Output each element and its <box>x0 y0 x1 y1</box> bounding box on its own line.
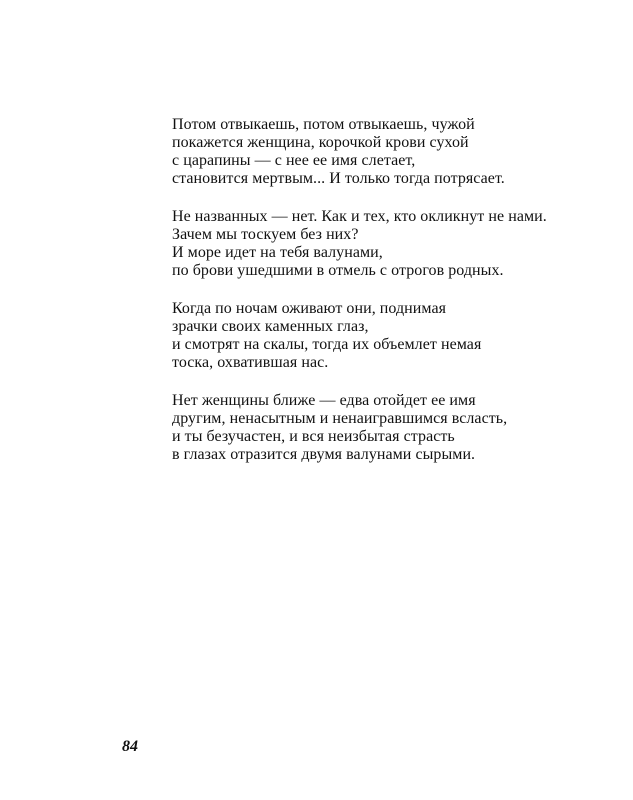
poem-line: покажется женщина, корочкой крови сухой <box>172 134 469 151</box>
poem <box>172 116 612 484</box>
poem-line: Нет женщины ближе — едва отойдет ее имя <box>172 392 476 409</box>
poem-line: становится мертвым... И только тогда потрясает. <box>172 170 505 187</box>
poem-line: с царапины — с нее ее имя слетает, <box>172 152 416 169</box>
poem-line: Не названных — нет. Как и тех, кто окликнут не нами. <box>172 208 547 225</box>
poem-line: зрачки своих каменных глаз, <box>172 318 369 335</box>
stanza-4 <box>172 392 612 464</box>
poem-line: и ты безучастен, и вся неизбытая страсть <box>172 428 455 445</box>
poem-line: по брови ушедшими в отмель с отрогов родных. <box>172 262 504 279</box>
stanza-3 <box>172 300 612 372</box>
poem-line: Зачем мы тоскуем без них? <box>172 226 359 243</box>
poem-line: и смотрят на скалы, тогда их объемлет немая <box>172 336 482 353</box>
poem-line: И море идет на тебя валунами, <box>172 244 383 261</box>
poem-line: Когда по ночам оживают они, поднимая <box>172 300 447 317</box>
page-number: 84 <box>122 738 138 755</box>
poem-line: Потом отвыкаешь, потом отвыкаешь, чужой <box>172 116 475 133</box>
stanza-2 <box>172 208 612 280</box>
poem-line: тоска, охватившая нас. <box>172 354 329 371</box>
stanza-1 <box>172 116 612 188</box>
poem-line: другим, ненасытным и ненаигравшимся всласть, <box>172 410 508 427</box>
poem-line: в глазах отразится двумя валунами сырыми. <box>172 446 476 463</box>
